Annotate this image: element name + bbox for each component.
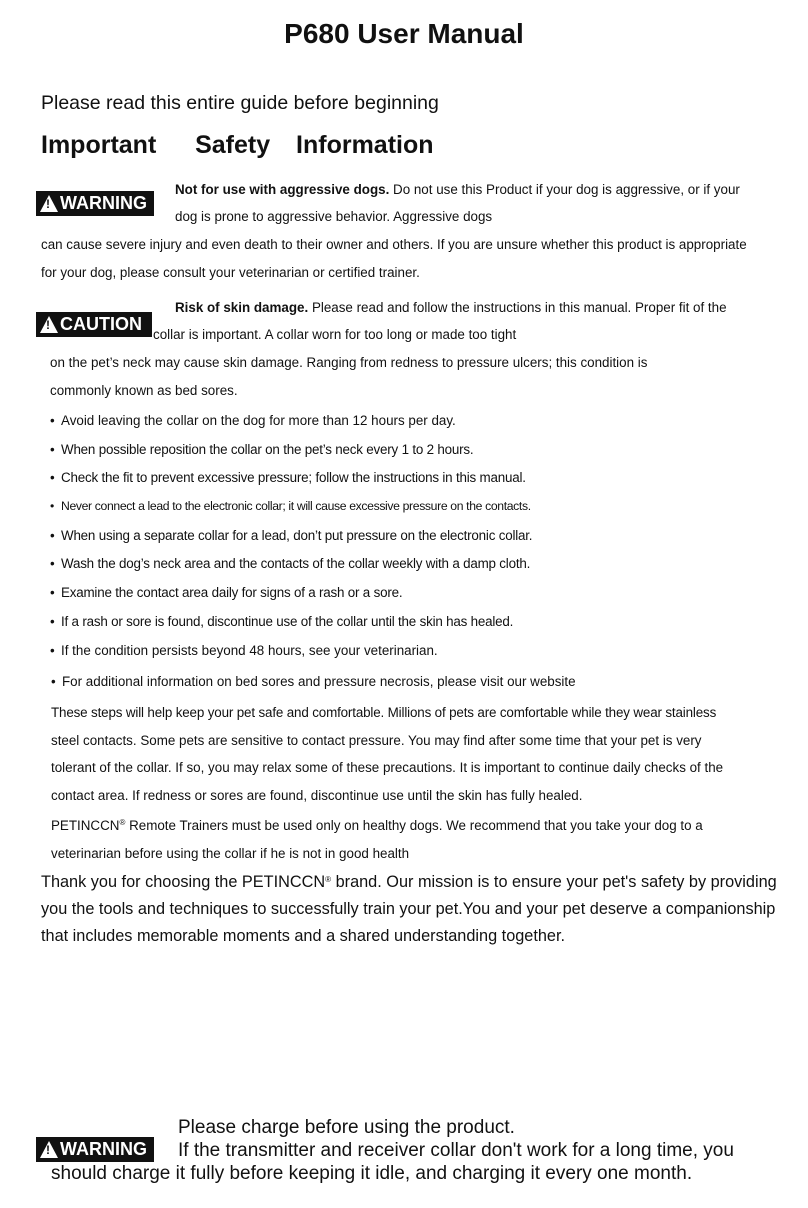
warning-triangle-icon (40, 195, 58, 212)
healthy-line-1 (51, 818, 703, 833)
bullet-item: • When using a separate collar for a lead, don’t put pressure on the electronic collar. (50, 528, 533, 543)
caution-lead: Risk of skin damage. (175, 300, 309, 315)
charge-warning-badge (36, 1137, 154, 1162)
thanks-line-3: that includes memorable moments and a shared understanding together. (41, 927, 566, 945)
brand-name: PETINCCN (51, 818, 120, 833)
warning-badge-label: WARNING (60, 1139, 147, 1159)
steps-line-4: contact area. If redness or sores are found, discontinue use until the skin has fully healed. (51, 788, 583, 803)
bullet-item: • Avoid leaving the collar on the dog for more than 12 hours per day. (50, 413, 456, 428)
caution-line-1 (175, 300, 727, 315)
charge-line-1: If the transmitter and receiver collar don't work for a long time, you (178, 1140, 734, 1161)
registered-mark: ® (119, 818, 126, 827)
caution-text-1: Please read and follow the instructions in this manual. Proper fit of the (308, 300, 727, 315)
caution-triangle-icon (40, 316, 58, 333)
registered-mark: ® (325, 875, 332, 884)
page-title: P680 User Manual (284, 18, 524, 49)
warning-badge (36, 191, 154, 216)
healthy-text: Remote Trainers must be used only on healthy dogs. We recommend that you take your dog to a (125, 818, 703, 833)
charge-heading: Please charge before using the product. (178, 1117, 515, 1138)
bullet-item: • When possible reposition the collar on the pet’s neck every 1 to 2 hours. (50, 442, 474, 457)
caution-badge (36, 312, 152, 337)
bullet-item: • Examine the contact area daily for signs of a rash or a sore. (50, 585, 403, 600)
bullet-item: • Check the fit to prevent excessive pressure; follow the instructions in this manual. (50, 470, 526, 485)
thanks-text-rest: brand. Our mission is to ensure your pet's safety by providing (331, 873, 777, 891)
warning-line-1 (175, 182, 740, 197)
bullet-item: • Never connect a lead to the electronic collar; it will cause excessive pressure on the contacts. (50, 499, 531, 513)
safety-heading: Important Safety Information (41, 131, 434, 159)
bullet-item: • If a rash or sore is found, discontinue use of the collar until the skin has healed. (50, 614, 514, 629)
caution-badge-label: CAUTION (60, 314, 142, 334)
steps-line-2: steel contacts. Some pets are sensitive to contact pressure. You may find after some time that your pet is very (51, 733, 702, 748)
bullet-item: • For additional information on bed sores and pressure necrosis, please visit our website (51, 674, 576, 689)
warning-lead: Not for use with aggressive dogs. (175, 182, 390, 197)
warning-line-3: can cause severe injury and even death to their owner and others. If you are unsure whether this product is appropriate (41, 237, 747, 252)
healthy-line-2: veterinarian before using the collar if he is not in good health (51, 846, 410, 861)
bullet-item: • Wash the dog’s neck area and the contacts of the collar weekly with a damp cloth. (50, 556, 531, 571)
warning-text-1: Do not use this Product if your dog is aggressive, or if your (389, 182, 740, 197)
warning-line-4: for your dog, please consult your veterinarian or certified trainer. (41, 265, 420, 280)
caution-line-3: on the pet’s neck may cause skin damage. Ranging from redness to pressure ulcers; this condition is (50, 355, 648, 370)
warning-line-2: dog is prone to aggressive behavior. Aggressive dogs (175, 209, 493, 224)
thanks-text-start: Thank you for choosing the PETINCCN (41, 873, 326, 891)
bullet-item: • If the condition persists beyond 48 hours, see your veterinarian. (50, 643, 438, 658)
caution-line-4: commonly known as bed sores. (50, 383, 238, 398)
warning-triangle-icon (40, 1141, 58, 1158)
thanks-line-2: you the tools and techniques to successfully train your pet.You and your pet deserve a companionship (41, 900, 776, 918)
subtitle: Please read this entire guide before beginning (41, 92, 439, 114)
steps-line-3: tolerant of the collar. If so, you may relax some of these precautions. It is important to continue daily checks of the (51, 760, 724, 775)
caution-line-2: collar is important. A collar worn for too long or made too tight (153, 327, 517, 342)
charge-line-2: should charge it fully before keeping it idle, and charging it every one month. (51, 1163, 693, 1184)
warning-badge-label: WARNING (60, 193, 147, 213)
steps-line-1: These steps will help keep your pet safe and comfortable. Millions of pets are comfortable while they wear stainless (51, 705, 717, 720)
thanks-line-1 (41, 873, 777, 892)
